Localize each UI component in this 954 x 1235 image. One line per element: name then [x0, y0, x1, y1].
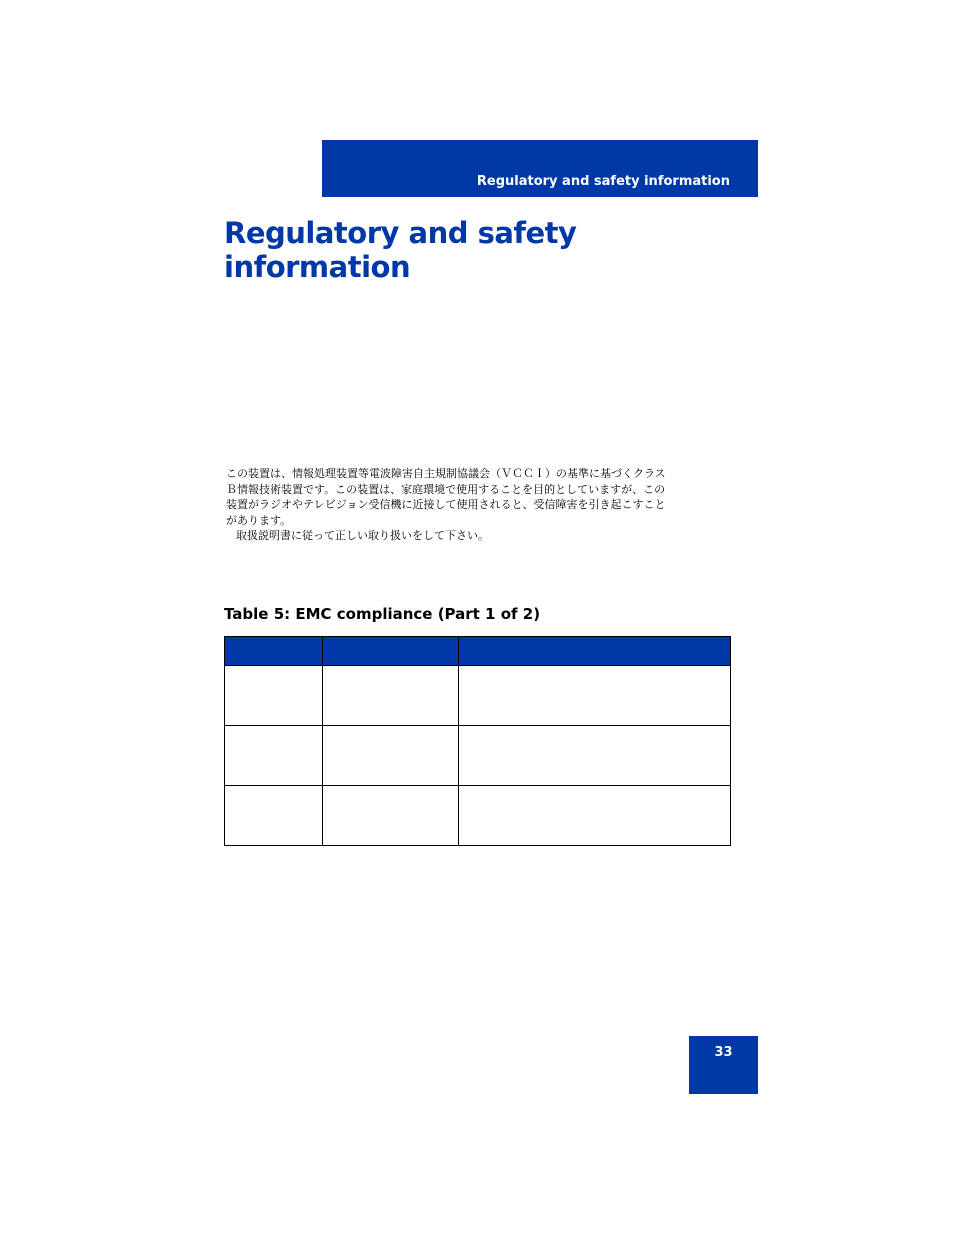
table-cell [225, 666, 323, 726]
notice-line: 取扱説明書に従って正しい取り扱いをして下さい。 [236, 529, 489, 542]
table-header-cell [225, 637, 323, 666]
vcci-notice [226, 466, 730, 544]
table-row [225, 786, 731, 846]
table-header-row [225, 637, 731, 666]
table-cell [459, 786, 731, 846]
table-cell [225, 726, 323, 786]
table-header-cell [459, 637, 731, 666]
table-cell [323, 786, 459, 846]
table-row [225, 666, 731, 726]
table-row [225, 726, 731, 786]
table-caption: Table 5: EMC compliance (Part 1 of 2) [224, 605, 541, 623]
header-band [322, 140, 758, 197]
table-cell [225, 786, 323, 846]
notice-line: 装置がラジオやテレビジョン受信機に近接して使用されると、受信障害を引き起こすこと [226, 498, 666, 511]
emc-compliance-table [224, 636, 731, 846]
table-cell [459, 726, 731, 786]
table-header-cell [323, 637, 459, 666]
running-header: Regulatory and safety information [476, 174, 730, 189]
notice-line: Ｂ情報技術装置です。この装置は、家庭環境で使用することを目的としていますが、この [226, 482, 666, 496]
table-cell [323, 666, 459, 726]
notice-line: この装置は、情報処理装置等電波障害自主規制協議会（ＶＣＣＩ）の基準に基づくクラス [226, 467, 666, 480]
notice-line: があります。 [226, 513, 292, 527]
page-title: Regulatory and safety information [224, 216, 577, 284]
page-number: 33 [689, 1036, 758, 1094]
table-cell [459, 666, 731, 726]
table-cell [323, 726, 459, 786]
